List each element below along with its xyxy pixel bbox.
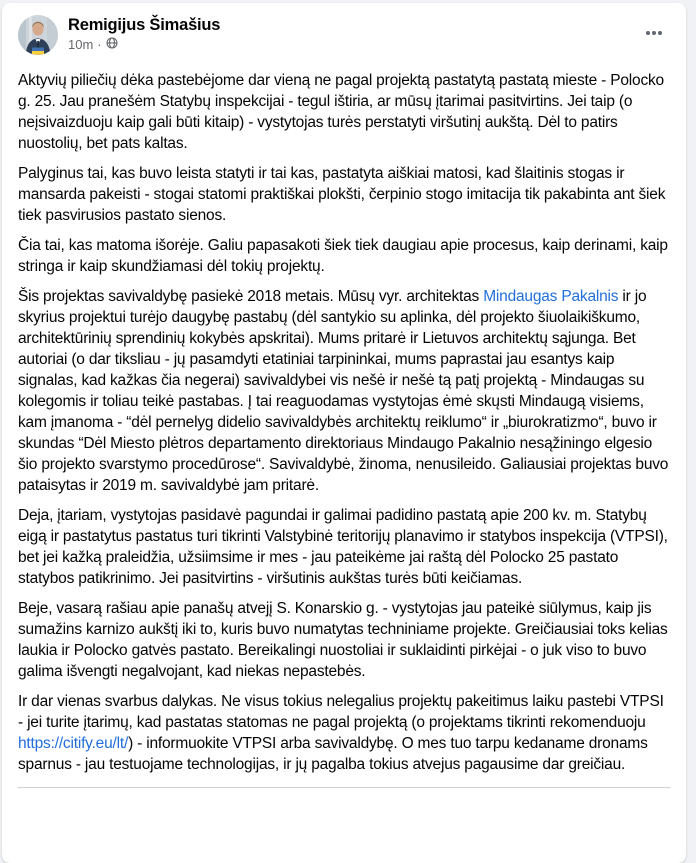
post-divider — [18, 787, 670, 788]
header-meta — [68, 15, 638, 53]
text-segment: ) - informuokite VTPSI arba savivaldybę. O mes tuo tarpu kedaname dronams sparnus - jau testuojame technologijas, ir jų pagalba tokius atvejus pagausime dar greičiau. — [18, 735, 648, 773]
post-paragraph — [18, 691, 670, 775]
more-options-icon — [644, 23, 664, 43]
timestamp[interactable]: 10m — [68, 37, 94, 52]
post-card — [2, 3, 686, 863]
text-segment: Šis projektas savivaldybę pasiekė 2018 metais. Mūsų vyr. architektas — [18, 288, 484, 305]
text-segment: Ir dar vienas svarbus dalykas. Ne visus tokius nelegalius projektų pakeitimus laiku pastebi VTPSI - jei turite įtarimų, kad pastatas statomas ne pagal projektą (o projektams tikrinti rekomenduoju — [18, 693, 664, 731]
avatar[interactable] — [18, 15, 58, 55]
text-segment: Beje, vasarą rašiau apie panašų atvejį S. Konarskio g. - vystytojas jau pateikė siūlymus, kaip jis sumažins karnizo aukštį iki to, kuris buvo numatytas techniniame projekte. Greičiausiai toks kelias laukia ir Polocko gatvės pastato. Bereikalingi nuostoliai ir suklaidinti pirkėjai - o juk viso to buvo galima išvengti negalvojant, kad niekas nepastebės. — [18, 600, 668, 680]
post-paragraph — [18, 163, 670, 226]
post-paragraph — [18, 286, 670, 496]
post-paragraph — [18, 70, 670, 154]
meta-separator: · — [97, 37, 102, 52]
inline-link[interactable]: Mindaugas Pakalnis — [483, 288, 619, 305]
text-segment: Aktyvių piliečių dėka pastebėjome dar vieną ne pagal projektą pastatytą pastatą mieste - Polocko g. 25. Jau pranešėm Statybų inspekcijai - tegul ištiria, ar mūsų įtarimai pasitvirtins. Jei taip (o neįsivaizduoju kaip gali būti kitaip) - vystytojas turės perstatyti viršutinį aukštą. Dėl to patirs nuostolių, bet pats kaltas. — [18, 72, 664, 152]
post-text — [2, 59, 686, 775]
globe-icon — [106, 37, 118, 53]
profile-photo — [18, 15, 58, 55]
text-segment: Čia tai, kas matoma išorėje. Galiu papasakoti šiek tiek daugiau apie procesus, kaip derinami, kaip stringa ir kaip skundžiamasi dėl tokių projektų. — [18, 237, 668, 275]
post-paragraph — [18, 598, 670, 682]
inline-link[interactable]: https://citify.eu/lt/ — [18, 735, 129, 752]
text-segment: Palyginus tai, kas buvo leista statyti ir tai kas, pastatyta aiškiai matosi, kad šlaitinis stogas ir mansarda pakeisti - stogai statomi praktiškai plokšti, čerpinio stogo imitacija tik pakabinta ant šiek tiek pasvirusios pastato sienos. — [18, 165, 666, 224]
author-name[interactable]: Remigijus Šimašius — [68, 16, 221, 34]
post-paragraph — [18, 505, 670, 589]
post-menu-button[interactable] — [638, 17, 670, 49]
post-meta-line — [68, 37, 638, 53]
post-header — [2, 3, 686, 59]
text-segment: ir jo skyrius projektui turėjo daugybę pastabų (dėl santykio su aplinka, dėl projekto šiuolaikiškumo, architektūrinių sprendinių kokybės apskritai). Mums pritarė ir Lietuvos architektų sąjunga. Bet autoriai (o dar tiksliau - jų pasamdyti etatiniai tarpininkai, mums paprastai jau esantys kaip signalas, kad kažkas čia negerai) savivaldybei vis nešė ir nešė tą patį projektą - Mindaugas su kolegomis ir toliau teikė pastabas. Į tai reaguodamas vystytojas ėmė skųsti Mindaugą visiems, kam įmanoma - “dėl pernelyg didelio savivaldybės architektų reiklumo“ ir „biurokratizmo“, buvo ir skundas “Dėl Miesto plėtros departamento direktoriaus Mindaugo Pakalnio nesąžiningo elgesio šio projekto svarstymo procedūrose“. Savivaldybė, žinoma, nenusileido. Galiausiai projektas buvo pataisytas ir 2019 m. savivaldybė jam pritarė. — [18, 288, 669, 494]
post-paragraph — [18, 235, 670, 277]
text-segment: Deja, įtariam, vystytojas pasidavė pagundai ir galimai padidino pastatą apie 200 kv. m. Statybų eigą ir pastatytus pastatus turi tikrinti Valstybinė teritorijų planavimo ir statybos inspekcija (VTPSI), bet jei kažką praleidžia, užsiimsime ir mes - jau pateikėme jai raštą dėl Polocko 25 pastato statybos patikrinimo. Jei pasitvirtins - viršutinis aukštas turės būti keičiamas. — [18, 507, 668, 587]
